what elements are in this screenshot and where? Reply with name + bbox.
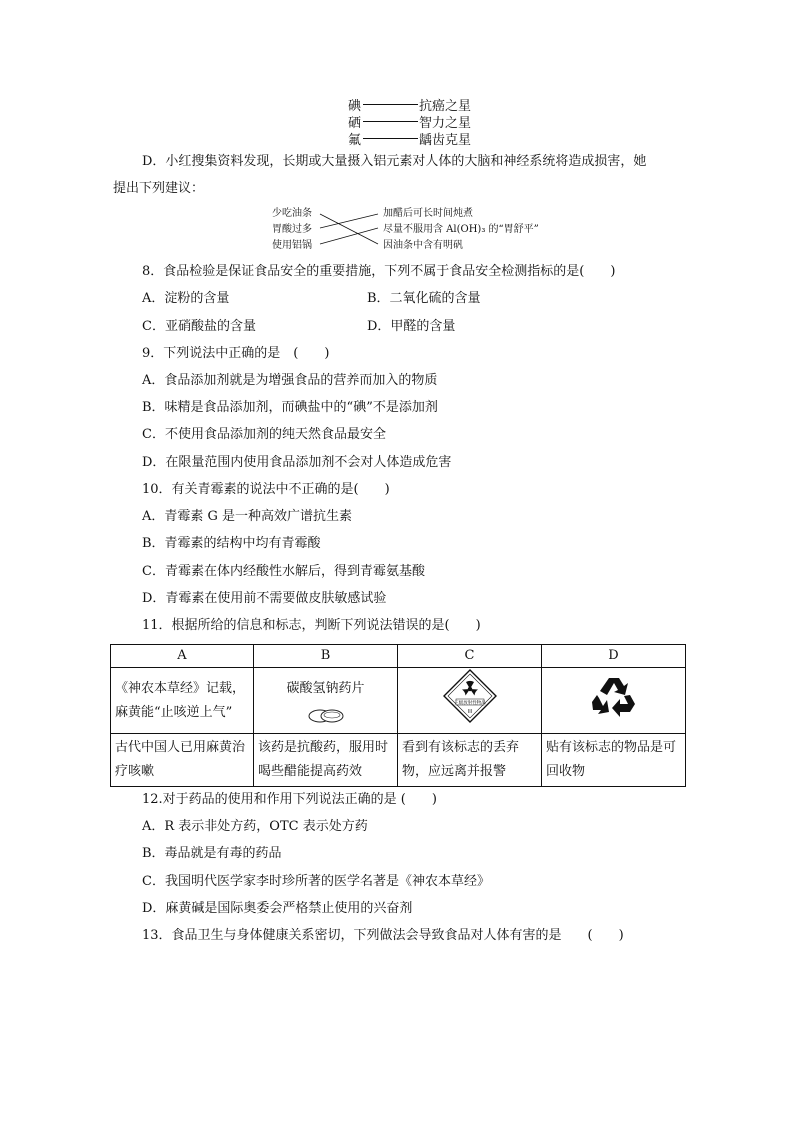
q11-info-row [111, 668, 686, 734]
q8-option-d: D．甲醛的含量 [367, 319, 456, 334]
q11-cell-b-info [254, 668, 398, 734]
q9-option-a: A．食品添加剂就是为增强食品的营养而加入的物质 [142, 373, 438, 388]
q7d-text-line2: 提出下列建议： [113, 181, 205, 196]
shennong-quote: 《神农本草经》记载，麻黄能“止咳逆上气” [115, 680, 246, 720]
q11-header-b: B [254, 645, 398, 668]
q9-option-d: D．在限量范围内使用食品添加剂不会对人体造成危害 [142, 455, 452, 470]
suggestion-right-1: 加醋后可长时间炖煮 [383, 208, 473, 219]
match-line-3 [363, 138, 418, 139]
q8-option-a: A．淀粉的含量 [142, 291, 230, 306]
q11-cell-a-info [111, 668, 254, 734]
q13-stem: 13．食品卫生与身体健康关系密切，下列做法会导致食品对人体有害的是 ( ) [142, 928, 624, 943]
suggestion-cross-lines [318, 208, 382, 248]
q11-statement-c: 看到有该标志的丢弃物，应远离并报警 [398, 734, 542, 787]
recycle-icon [588, 672, 640, 720]
q11-statement-b: 该药是抗酸药，服用时喝些醋能提高药效 [254, 734, 398, 787]
q10-option-a: A．青霉素 G 是一种高效广谱抗生素 [142, 509, 353, 524]
q12-option-d: D．麻黄碱是国际奥委会严格禁止使用的兴奋剂 [142, 901, 413, 916]
q11-cell-c-info [398, 668, 542, 734]
q10-option-c: C．青霉素在体内经酸性水解后，得到青霉氨基酸 [142, 564, 425, 579]
q11-stem: 11．根据所给的信息和标志，判断下列说法错误的是( ) [142, 618, 481, 633]
match-line-1 [363, 104, 418, 105]
q8-option-b: B．二氧化硫的含量 [367, 291, 481, 306]
q11-statement-row [111, 734, 686, 787]
match-right-2: 智力之星 [419, 116, 472, 131]
q12-option-c: C．我国明代医学家李时珍所著的医学名著是《神农本草经》 [142, 874, 490, 889]
q11-header-row [111, 645, 686, 668]
q11-header-c: C [398, 645, 542, 668]
match-left-3: 氟 [348, 133, 362, 148]
q11-table [110, 644, 686, 787]
q11-header-a: A [111, 645, 254, 668]
q10-stem: 10．有关青霉素的说法中不正确的是( ) [142, 482, 390, 497]
match-left-2: 硒 [348, 116, 362, 131]
pills-icon [306, 705, 346, 725]
q10-option-b: B．青霉素的结构中均有青霉酸 [142, 536, 321, 551]
suggestion-left-3: 使用铝锅 [272, 240, 312, 251]
q12-stem: 12.对于药品的使用和作用下列说法正确的是 ( ) [142, 792, 437, 807]
q12-option-b: B．毒品就是有毒的药品 [142, 846, 282, 861]
q11-statement-a: 古代中国人已用麻黄治疗咳嗽 [111, 734, 254, 787]
q11-statement-d: 贴有该标志的物品是可回收物 [542, 734, 686, 787]
q8-option-c: C．亚硝酸盐的含量 [142, 319, 256, 334]
baking-soda-tablet-label: 碳酸氢钠药片 [286, 680, 365, 696]
q12-option-a: A．R 表示非处方药，OTC 表示处方药 [142, 819, 368, 834]
q11-cell-d-info [542, 668, 686, 734]
suggestion-right-3: 因油条中含有明矾 [383, 240, 463, 251]
q9-option-b: B．味精是食品添加剂，而碘盐中的“碘”不是添加剂 [142, 400, 438, 415]
radiation-hazard-icon [442, 668, 498, 724]
radiation-sign-text: 三级放射性物品 [453, 701, 486, 706]
q7d-text-line1: D．小红搜集资料发现，长期或大量摄入铝元素对人体的大脑和神经系统将造成损害，她 [142, 154, 647, 169]
q8-stem: 8．食品检验是保证食品安全的重要措施，下列不属于食品安全检测指标的是( ) [142, 264, 616, 279]
q11-header-d: D [542, 645, 686, 668]
q10-option-d: D．青霉素在使用前不需要做皮肤敏感试验 [142, 591, 387, 606]
match-right-1: 抗癌之星 [419, 99, 472, 114]
q9-option-c: C．不使用食品添加剂的纯天然食品最安全 [142, 427, 386, 442]
match-right-3: 龋齿克星 [419, 133, 472, 148]
suggestion-left-2: 胃酸过多 [272, 224, 312, 235]
match-line-2 [363, 121, 418, 122]
q9-stem: 9．下列说法中正确的是 ( ) [142, 346, 330, 361]
radiation-sign-class: III [467, 709, 472, 715]
match-left-1: 碘 [348, 99, 362, 114]
suggestion-left-1: 少吃油条 [272, 208, 312, 219]
suggestion-right-2: 尽量不服用含 Al(OH)₃ 的“胃舒平” [383, 224, 539, 235]
